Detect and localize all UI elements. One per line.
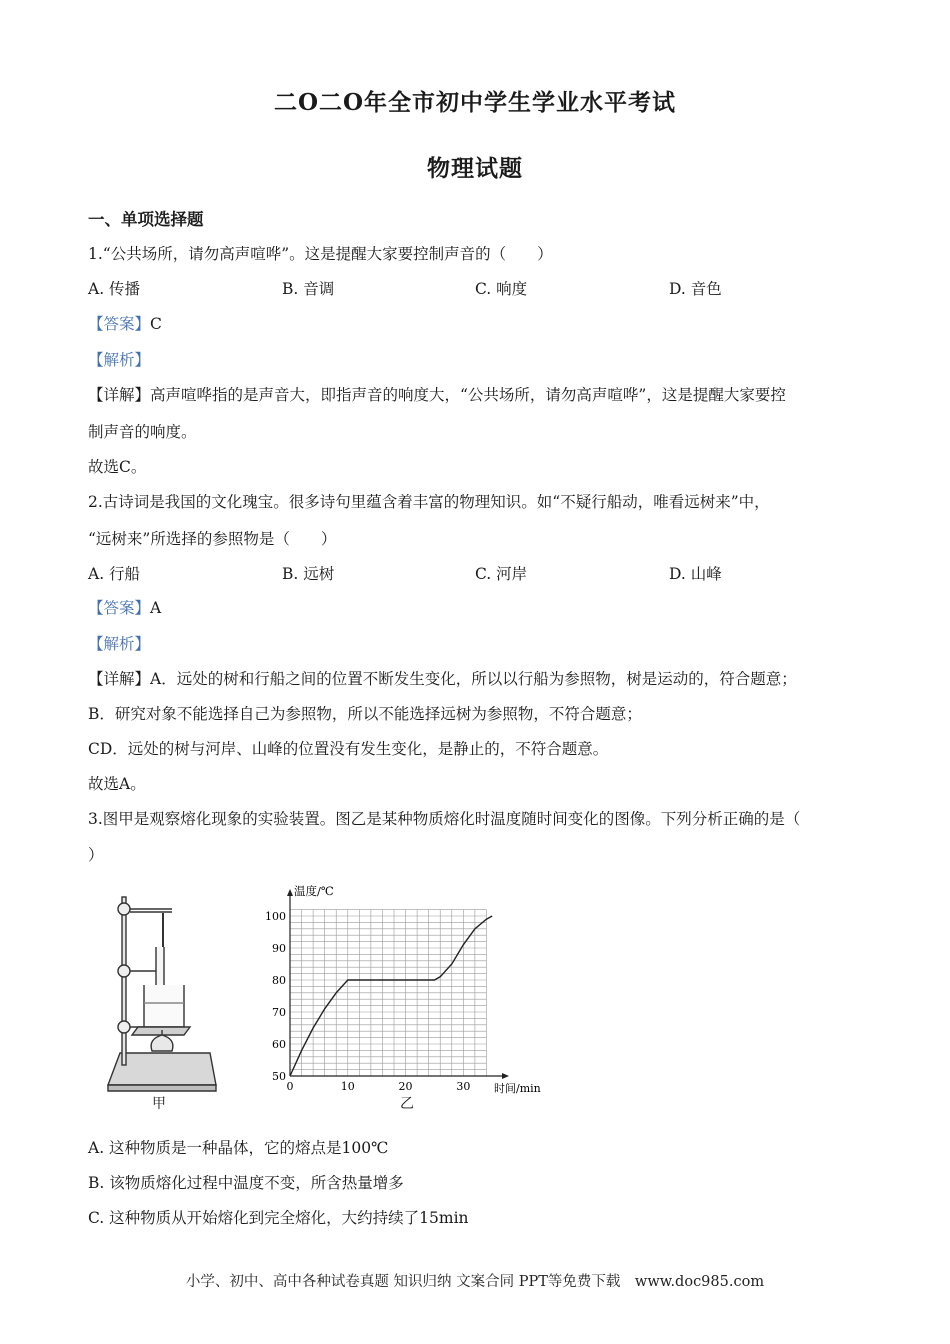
q1-stem: 1.“公共场所，请勿高声喧哗”。这是提醒大家要控制声音的（ ） <box>88 245 553 263</box>
y-axis-arrow <box>287 889 293 896</box>
page-footer: 小学、初中、高中各种试卷真题 知识归纳 文案合同 PPT等免费下载 www.doc985.com <box>185 1274 765 1290</box>
temperature-series-line <box>290 916 492 1076</box>
q1-analysis-label: 【解析】 <box>88 351 151 369</box>
q2-analysis-label: 【解析】 <box>88 635 151 653</box>
q3-option-a: A. 这种物质是一种晶体，它的熔点是100℃ <box>88 1139 389 1157</box>
q3-option-c: C. 这种物质从开始熔化到完全熔化，大约持续了15min <box>88 1209 469 1227</box>
q1-option-a: A. 传播 <box>88 280 141 298</box>
q1-detail-line-2: 制声音的响度。 <box>88 423 197 441</box>
exam-title: 二O二O年全市初中学生学业水平考试 <box>273 89 677 116</box>
q3-stem-line-1: 3.图甲是观察熔化现象的实验装置。图乙是某种物质熔化时温度随时间变化的图像。下列分析正确的是（ <box>88 810 801 828</box>
figure-a-label: 甲 <box>152 1096 166 1112</box>
x-axis-arrow <box>502 1073 509 1079</box>
y-tick-label: 50 <box>272 1070 286 1083</box>
x-tick-label: 30 <box>456 1080 471 1093</box>
x-tick-label: 0 <box>286 1080 294 1093</box>
q2-conclusion: 故选A。 <box>88 775 146 793</box>
exam-subtitle: 物理试题 <box>427 155 523 182</box>
q3-option-b: B. 该物质熔化过程中温度不变，所含热量增多 <box>88 1174 404 1192</box>
y-tick-label: 100 <box>265 910 286 923</box>
q2-stem-line-2: “远树来”所选择的参照物是（ ） <box>88 530 337 548</box>
answer-value: A <box>150 599 162 617</box>
q2-option-c: C. 河岸 <box>475 565 528 583</box>
section-heading: 一、单项选择题 <box>88 210 204 229</box>
q2-detail-line-3: CD．远处的树与河岸、山峰的位置没有发生变化，是静止的，不符合题意。 <box>88 740 609 758</box>
y-tick-label: 90 <box>272 942 286 955</box>
q2-option-b: B. 远树 <box>282 565 335 583</box>
q1-option-b: B. 音调 <box>282 280 335 298</box>
q3-stem-line-2: ） <box>88 846 104 864</box>
y-tick-label: 60 <box>272 1038 286 1051</box>
x-tick-label: 20 <box>398 1080 413 1093</box>
q2-option-a: A. 行船 <box>88 565 141 583</box>
q2-option-d: D. 山峰 <box>669 565 722 583</box>
y-tick-label: 70 <box>272 1006 286 1019</box>
y-tick-label: 80 <box>272 974 286 987</box>
answer-value: C <box>150 315 162 333</box>
q1-answer <box>88 312 162 334</box>
figure-b-label: 乙 <box>400 1096 414 1112</box>
q1-option-d: D. 音色 <box>669 280 722 298</box>
answer-label: 【答案】 <box>88 315 151 333</box>
y-axis-label: 温度/℃ <box>294 884 334 898</box>
q1-conclusion: 故选C。 <box>88 458 147 476</box>
answer-label: 【答案】 <box>88 599 151 617</box>
q2-detail-line-1: 【详解】A．远处的树和行船之间的位置不断发生变化，所以以行船为参照物，树是运动的，符合题意； <box>88 670 797 688</box>
x-axis-label: 时间/min <box>494 1082 541 1095</box>
melting-curve-chart <box>262 880 562 1105</box>
apparatus-figure <box>100 885 225 1115</box>
q2-detail-line-2: B．研究对象不能选择自己为参照物，所以不能选择远树为参照物，不符合题意； <box>88 705 642 723</box>
q1-option-c: C. 响度 <box>475 280 528 298</box>
q2-answer <box>88 596 161 618</box>
chart-grid <box>290 910 486 1076</box>
q1-detail-line-1: 【详解】高声喧哗指的是声音大，即指声音的响度大，“公共场所，请勿高声喧哗”，这是提醒大家要控 <box>88 386 786 404</box>
q2-stem-line-1: 2.古诗词是我国的文化瑰宝。很多诗句里蕴含着丰富的物理知识。如“不疑行船动，唯看远树来”中， <box>88 493 770 511</box>
x-tick-label: 10 <box>340 1080 355 1093</box>
